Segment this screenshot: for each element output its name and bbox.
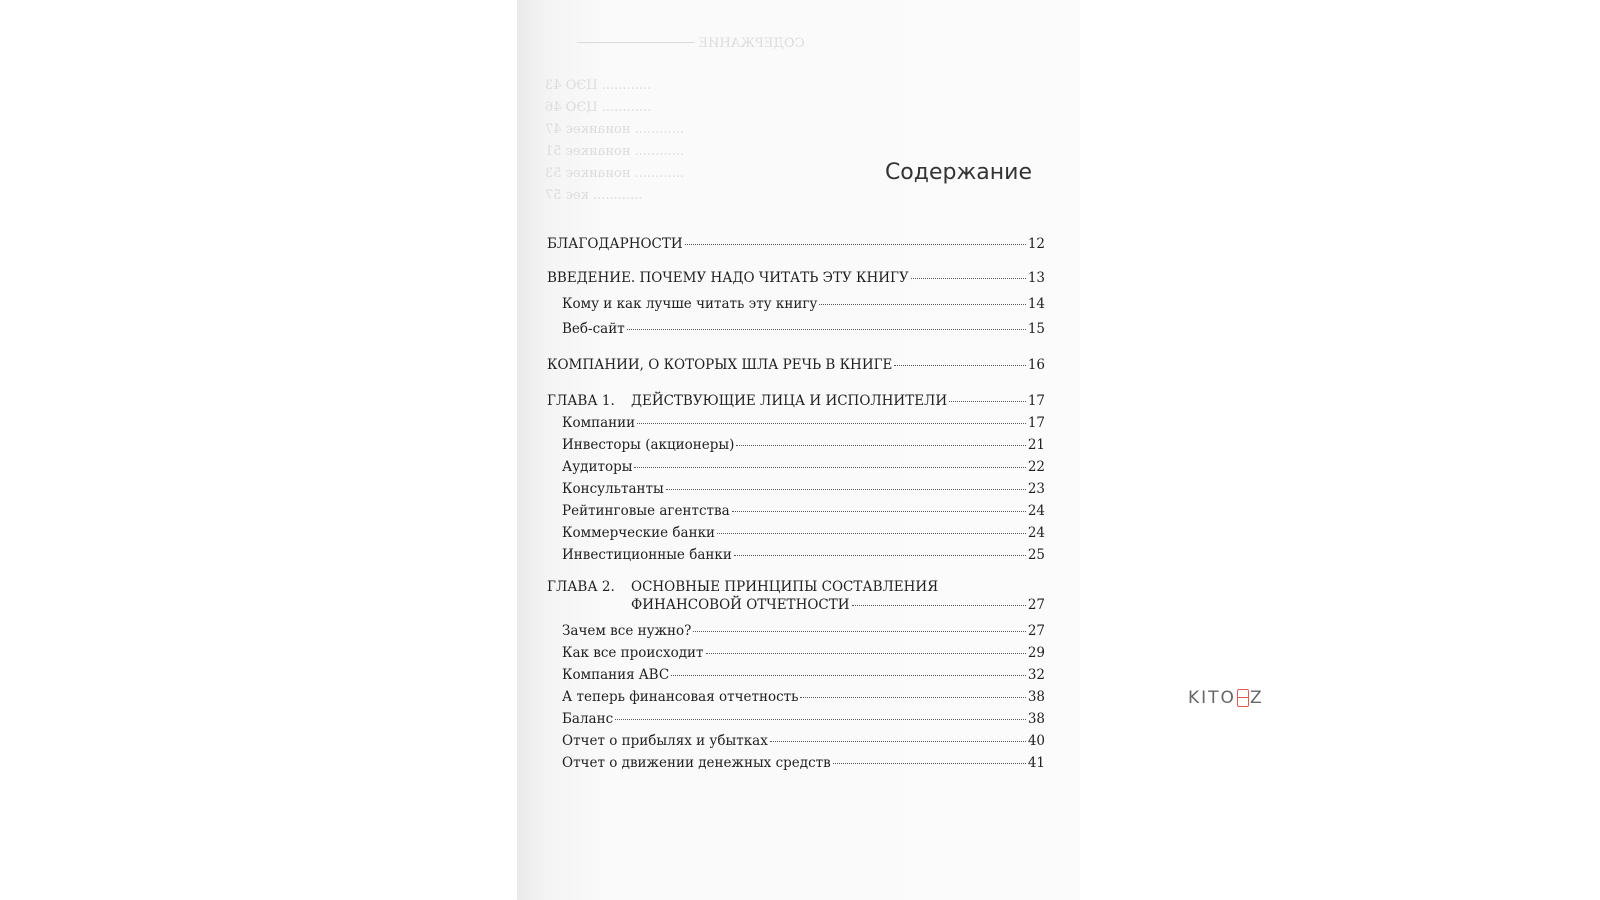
bleed-through-text: ............ кеє 57 xyxy=(545,188,643,203)
toc-entry xyxy=(547,270,1045,286)
entry-title: Компании xyxy=(562,415,636,431)
entry-title: Консультанты xyxy=(562,481,664,497)
page-number: 24 xyxy=(1027,503,1045,519)
toc-heading: Содержание xyxy=(884,160,1032,185)
leader-dots xyxy=(852,605,1026,606)
toc-entry xyxy=(547,393,1045,409)
bleed-through-text: ............ ЦЭО 43 xyxy=(545,78,652,93)
entry-title: Рейтинговые агентства xyxy=(562,503,730,519)
page-number: 15 xyxy=(1027,321,1045,337)
leader-dots xyxy=(634,467,1025,468)
page-number: 14 xyxy=(1027,296,1045,312)
leader-dots xyxy=(800,697,1025,698)
bleed-through-text: СОДЕРЖАНИЕ ─────────────── xyxy=(577,36,805,51)
leader-dots xyxy=(736,445,1025,446)
bleed-through-text: ............ ноиаикеє 51 xyxy=(545,144,685,159)
page-number: 17 xyxy=(1027,393,1045,409)
toc-entry xyxy=(562,733,1045,749)
toc-entry xyxy=(562,481,1045,497)
page-number: 40 xyxy=(1027,733,1045,749)
page-number: 38 xyxy=(1027,711,1045,727)
page-number: 27 xyxy=(1027,597,1045,613)
page-number: 38 xyxy=(1027,689,1045,705)
toc-entry xyxy=(562,415,1045,431)
entry-title: Как все происходит xyxy=(562,645,704,661)
entry-title: Отчет о движении денежных средств xyxy=(562,755,831,771)
toc-entry xyxy=(562,755,1045,771)
toc-entry xyxy=(562,547,1045,563)
toc-entry xyxy=(562,296,1045,312)
leader-dots xyxy=(627,329,1026,330)
page-number: 23 xyxy=(1027,481,1045,497)
toc-entry xyxy=(562,667,1045,683)
toc-entry xyxy=(562,459,1045,475)
page-number: 17 xyxy=(1027,415,1045,431)
chapter-title-line1: ОСНОВНЫЕ ПРИНЦИПЫ СОСТАВЛЕНИЯ xyxy=(631,579,939,595)
logo-text-left: KITO xyxy=(1188,688,1236,708)
bleed-through-text: ............ ноиаикеє 53 xyxy=(545,166,685,181)
entry-title: Отчет о прибылях и убытках xyxy=(562,733,768,749)
toc-entry xyxy=(562,437,1045,453)
toc-entry xyxy=(562,623,1045,639)
entry-title: КОМПАНИИ, О КОТОРЫХ ШЛА РЕЧЬ В КНИГЕ xyxy=(547,357,893,373)
toc-entry xyxy=(547,236,1045,252)
leader-dots xyxy=(734,555,1026,556)
toc-entry xyxy=(547,357,1045,373)
page-number: 22 xyxy=(1027,459,1045,475)
leader-dots xyxy=(637,423,1026,424)
leader-dots xyxy=(615,719,1026,720)
kitobz-watermark-logo xyxy=(1188,688,1264,708)
entry-title: БЛАГОДАРНОСТИ xyxy=(547,236,683,252)
page-number: 21 xyxy=(1027,437,1045,453)
leader-dots xyxy=(717,533,1026,534)
page-number: 13 xyxy=(1027,270,1045,286)
toc-entry xyxy=(562,711,1045,727)
entry-title: ВВЕДЕНИЕ. ПОЧЕМУ НАДО ЧИТАТЬ ЭТУ КНИГУ xyxy=(547,270,909,286)
entry-title: Инвесторы (акционеры) xyxy=(562,437,735,453)
toc-chapter-2 xyxy=(547,579,1045,613)
toc-entry xyxy=(562,689,1045,705)
chapter-label: ГЛАВА 1. xyxy=(547,393,615,409)
leader-dots xyxy=(819,304,1025,305)
toc-entry xyxy=(562,321,1045,337)
entry-title: Веб-сайт xyxy=(562,321,625,337)
toc-entry xyxy=(562,645,1045,661)
entry-title: Компания ABC xyxy=(562,667,670,683)
page-number: 41 xyxy=(1027,755,1045,771)
leader-dots xyxy=(666,489,1026,490)
leader-dots xyxy=(770,741,1026,742)
entry-title: Аудиторы xyxy=(562,459,633,475)
chapter-label: ГЛАВА 2. xyxy=(547,579,615,595)
page-number: 12 xyxy=(1027,236,1045,252)
leader-dots xyxy=(949,401,1026,402)
page-number: 25 xyxy=(1027,547,1045,563)
entry-title: Коммерческие банки xyxy=(562,525,716,541)
leader-dots xyxy=(693,631,1025,632)
page-number: 16 xyxy=(1027,357,1045,373)
entry-title: Инвестиционные банки xyxy=(562,547,732,563)
toc-entry xyxy=(562,525,1045,541)
leader-dots xyxy=(685,244,1026,245)
toc-entry xyxy=(562,503,1045,519)
leader-dots xyxy=(671,675,1026,676)
logo-b-glyph xyxy=(1237,689,1249,707)
entry-title: Кому и как лучше читать эту книгу xyxy=(562,296,818,312)
chapter-title-line2: ФИНАНСОВОЙ ОТЧЕТНОСТИ xyxy=(631,597,850,613)
page-number: 27 xyxy=(1027,623,1045,639)
page-number: 29 xyxy=(1027,645,1045,661)
bleed-through-text: ............ ЦЭО 46 xyxy=(545,100,652,115)
bleed-through-text: ............ ноиаикеє 47 xyxy=(545,122,685,137)
page-number: 24 xyxy=(1027,525,1045,541)
entry-title: Баланс xyxy=(562,711,614,727)
leader-dots xyxy=(911,278,1026,279)
leader-dots xyxy=(833,763,1026,764)
entry-title: Зачем все нужно? xyxy=(562,623,692,639)
leader-dots xyxy=(732,511,1026,512)
logo-text-right: Z xyxy=(1249,688,1264,708)
entry-title: А теперь финансовая отчетность xyxy=(562,689,799,705)
page-number: 32 xyxy=(1027,667,1045,683)
leader-dots xyxy=(894,365,1025,366)
entry-title: ДЕЙСТВУЮЩИЕ ЛИЦА И ИСПОЛНИТЕЛИ xyxy=(631,393,948,409)
leader-dots xyxy=(706,653,1026,654)
